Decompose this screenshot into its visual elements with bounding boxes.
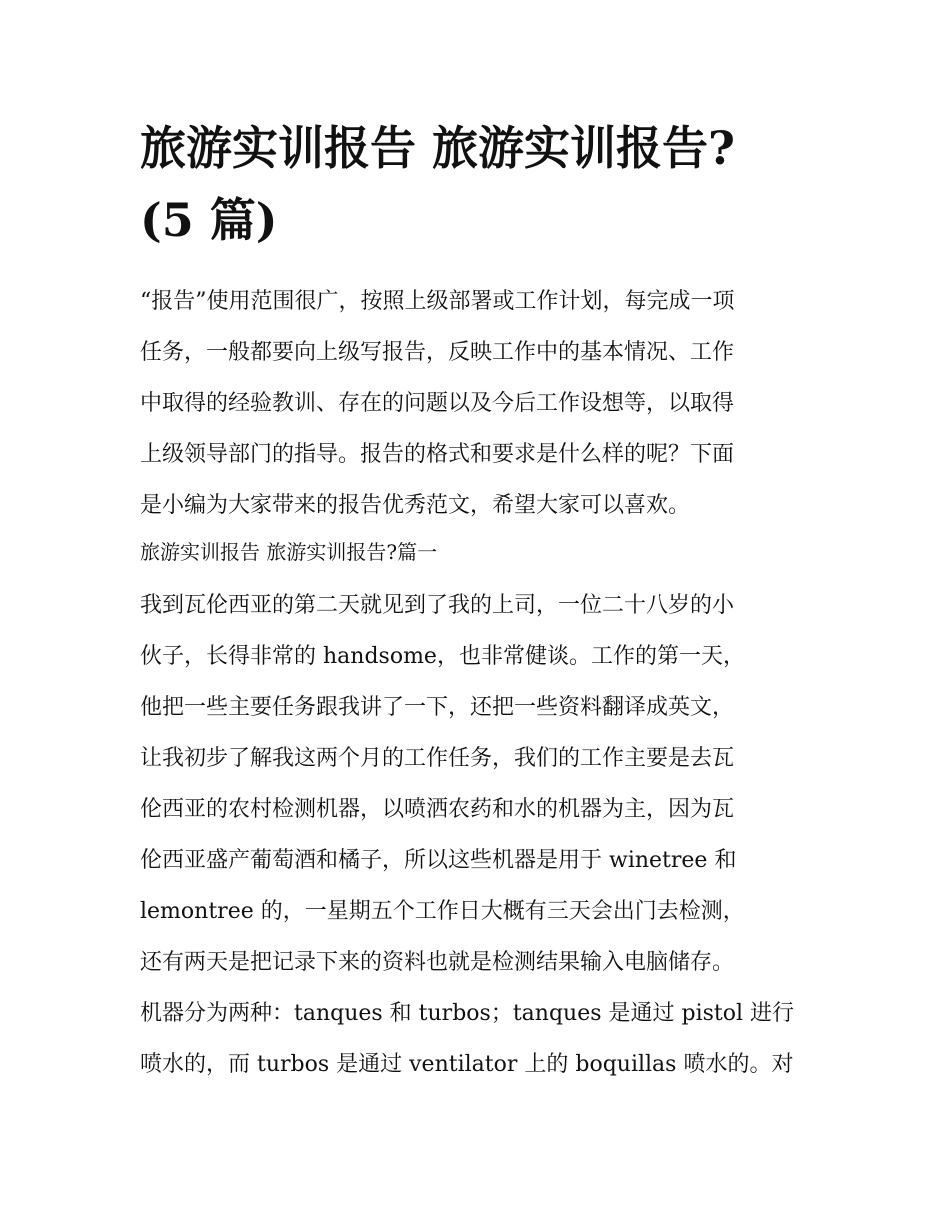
section-heading: 旅游实训报告 旅游实训报告?篇一 [140, 540, 438, 564]
section-line: lemontree 的，一星期五个工作日大概有三天会出门去检测， [140, 899, 745, 924]
title-line: 旅游实训报告 旅游实训报告? [140, 121, 735, 175]
document-title [140, 112, 830, 256]
section-line: 伦西亚的农村检测机器，以喷洒农药和水的机器为主，因为瓦 [140, 797, 735, 822]
section-line: 伙子，长得非常的 handsome，也非常健谈。工作的第一天， [140, 644, 745, 669]
intro-line: “报告”使用范围很广，按照上级部署或工作计划，每完成一项 [140, 289, 735, 314]
section-line: 我到瓦伦西亚的第二天就见到了我的上司，一位二十八岁的小 [140, 593, 735, 618]
intro-line: 是小编为大家带来的报告优秀范文，希望大家可以喜欢。 [140, 493, 691, 518]
section-line: 伦西亚盛产葡萄酒和橘子，所以这些机器是用于 winetree 和 [140, 848, 737, 873]
title-line: (5 篇) [140, 193, 278, 247]
intro-paragraph [140, 276, 830, 531]
section-line: 让我初步了解我这两个月的工作任务，我们的工作主要是去瓦 [140, 746, 735, 771]
section-line: 他把一些主要任务跟我讲了一下，还把一些资料翻译成英文， [140, 695, 735, 720]
section-line: 喷水的，而 turbos 是通过 ventilator 上的 boquillas 喷水的。对 [140, 1052, 794, 1077]
section-paragraph [140, 580, 830, 1090]
intro-line: 中取得的经验教训、存在的问题以及今后工作设想等，以取得 [140, 391, 735, 416]
section-line: 机器分为两种：tanques 和 turbos；tanques 是通过 pistol 进行 [140, 1001, 795, 1026]
intro-line: 上级领导部门的指导。报告的格式和要求是什么样的呢？下面 [140, 442, 735, 467]
intro-line: 任务，一般都要向上级写报告，反映工作中的基本情况、工作 [140, 340, 735, 365]
section-line: 还有两天是把记录下来的资料也就是检测结果输入电脑储存。 [140, 950, 735, 975]
